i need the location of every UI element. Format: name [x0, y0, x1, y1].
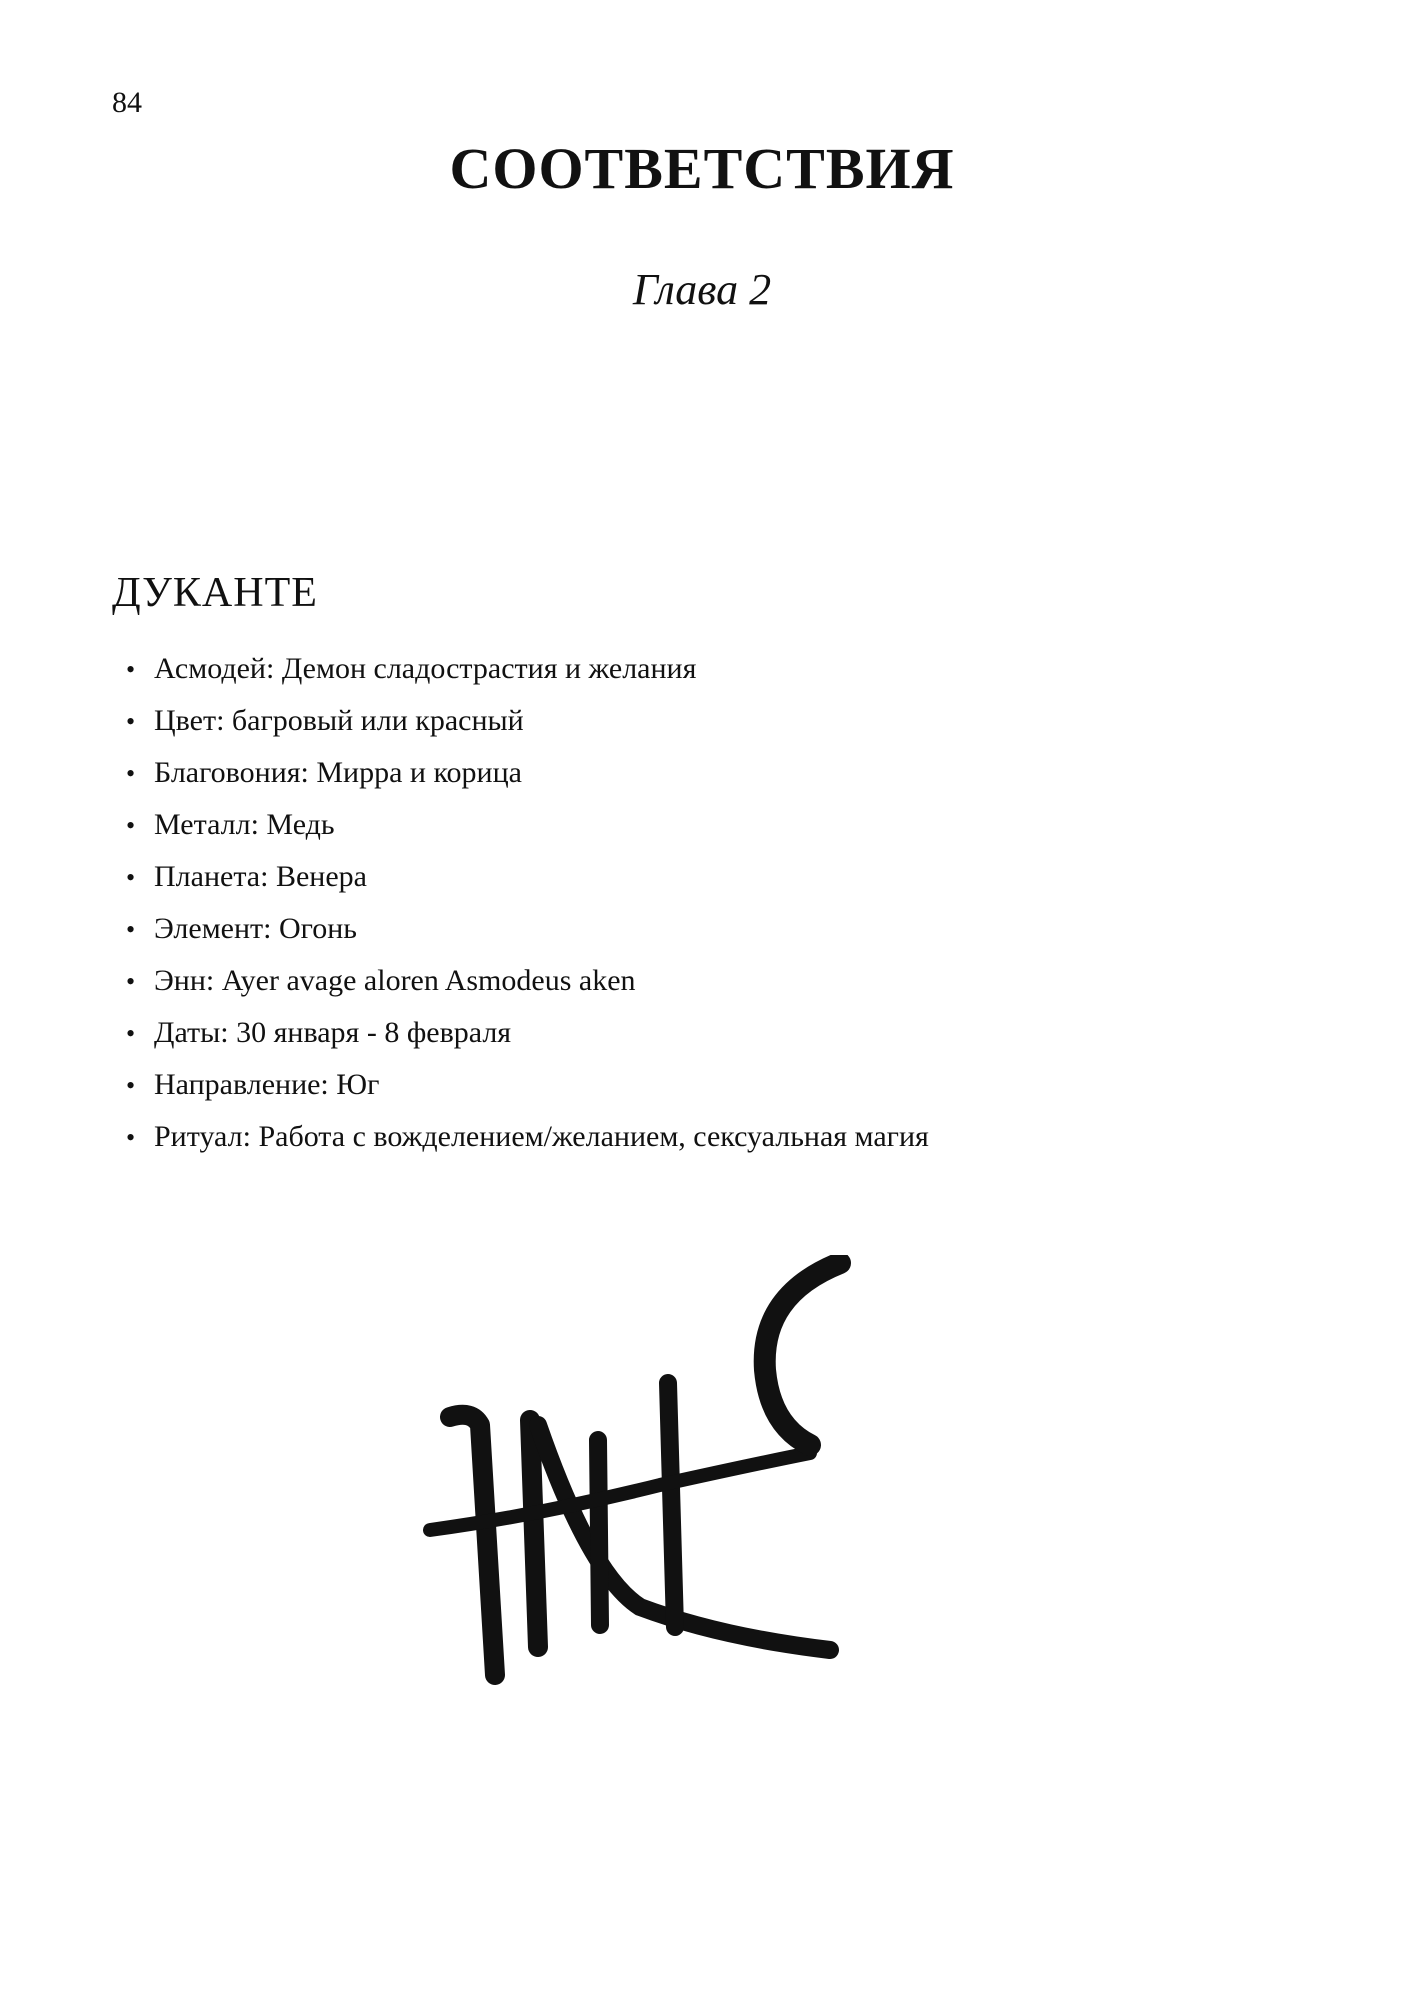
section-heading: ДУКАНТЕ: [112, 570, 318, 616]
list-item: [126, 747, 1276, 799]
sigil-stroke: [668, 1383, 675, 1627]
list-item: [126, 643, 1276, 695]
list-item-text: Асмодей: Демон сладострастия и желания: [154, 652, 697, 685]
chapter-title: СООТВЕТСТВИЯ: [449, 136, 955, 201]
list-item-text: Элемент: Огонь: [154, 912, 357, 945]
list-item-text: Цвет: багровый или красный: [154, 704, 524, 737]
page-number: 84: [112, 86, 142, 119]
list-item: [126, 903, 1276, 955]
bullet-icon: •: [126, 1123, 136, 1152]
list-item: [126, 695, 1276, 747]
list-item: [126, 1111, 1276, 1163]
bullet-icon: •: [126, 915, 136, 944]
bullet-icon: •: [126, 1071, 136, 1100]
list-item-text: Благовония: Мирра и корица: [154, 756, 522, 789]
list-item: [126, 851, 1276, 903]
list-item-text: Даты: 30 января - 8 февраля: [154, 1016, 512, 1049]
bullet-icon: •: [126, 1019, 136, 1048]
list-item: [126, 1007, 1276, 1059]
list-item-text: Энн: Ayer avage aloren Asmodeus aken: [154, 964, 636, 997]
sigil-stroke: [530, 1420, 538, 1647]
correspondence-list: [126, 643, 1276, 1163]
list-item-text: Направление: Юг: [154, 1068, 380, 1101]
list-item: [126, 1059, 1276, 1111]
dukante-sigil-icon: [420, 1255, 980, 1695]
sigil-stroke: [765, 1263, 840, 1445]
bullet-icon: •: [126, 655, 136, 684]
sigil-stroke: [450, 1415, 495, 1675]
list-item-text: Ритуал: Работа с вожделением/желанием, сексуальная магия: [154, 1120, 929, 1153]
list-item: [126, 955, 1276, 1007]
list-item: [126, 799, 1276, 851]
bullet-icon: •: [126, 707, 136, 736]
bullet-icon: •: [126, 967, 136, 996]
list-item-text: Планета: Венера: [154, 860, 367, 893]
sigil-stroke: [598, 1440, 600, 1625]
bullet-icon: •: [126, 759, 136, 788]
chapter-subtitle: Глава 2: [632, 265, 772, 314]
bullet-icon: •: [126, 863, 136, 892]
list-item-text: Металл: Медь: [154, 808, 335, 841]
bullet-icon: •: [126, 811, 136, 840]
